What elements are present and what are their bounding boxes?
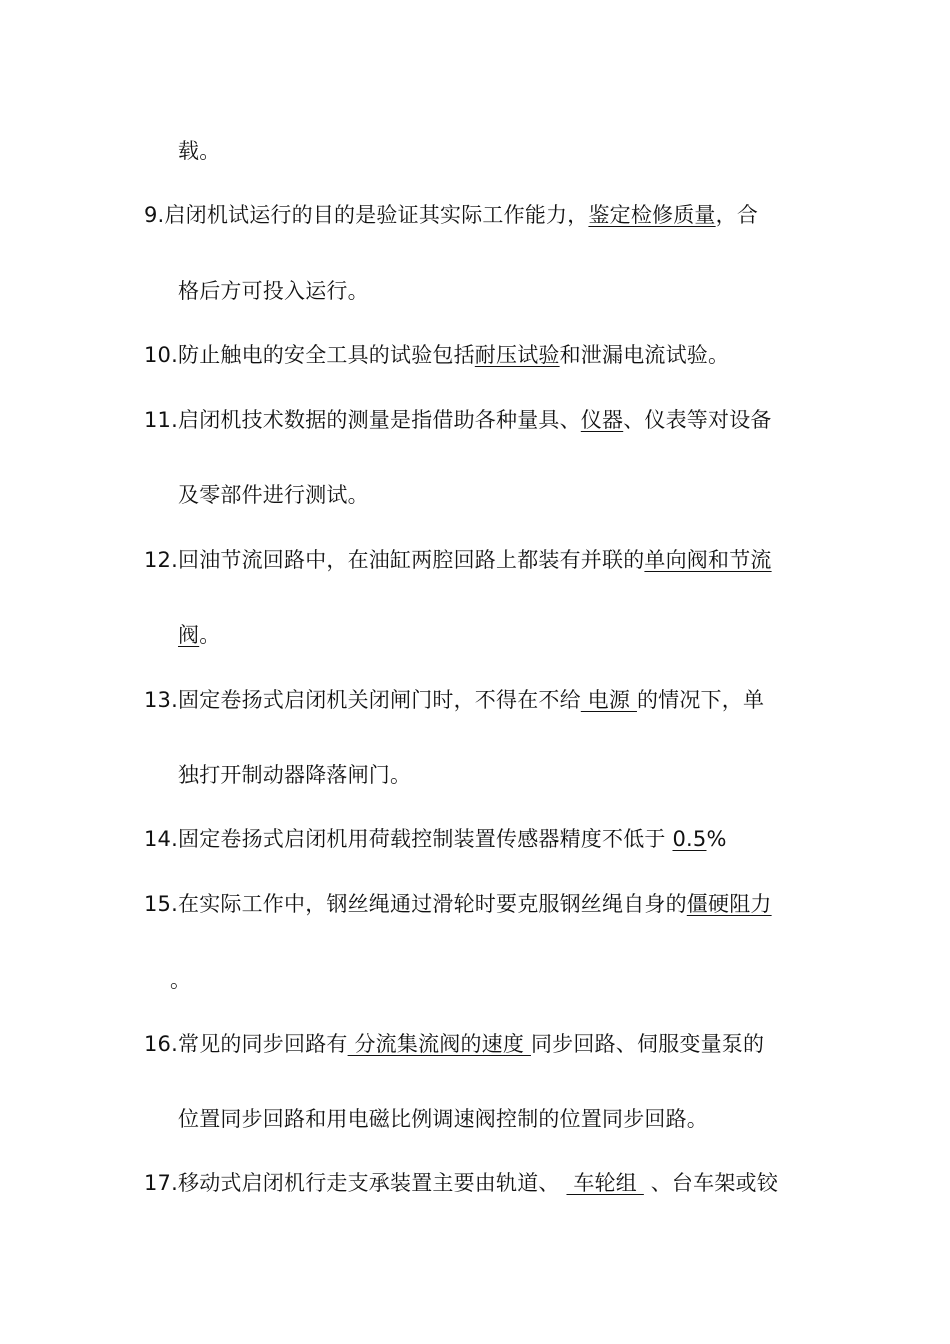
text-span: 载。 [178, 139, 221, 163]
question-14 [144, 825, 727, 853]
answer-underlined: 车轮组 [566, 1171, 644, 1195]
text-line [178, 137, 220, 165]
question-11 [144, 406, 772, 434]
answer-underlined: 仪器 [580, 408, 624, 432]
answer-underlined: 电源 [580, 688, 637, 712]
question-17 [144, 1169, 778, 1197]
text-line [178, 621, 220, 649]
text-span: 及零部件进行测试。 [178, 483, 369, 507]
text-span: 。 [170, 968, 192, 992]
text-span: 10.防止触电的安全工具的试验包括 [144, 343, 475, 367]
question-13 [144, 686, 764, 714]
question-10 [144, 341, 729, 369]
answer-underlined: 僵硬阻力 [686, 892, 772, 916]
answer-underlined: 单向阀和节流 [644, 548, 772, 572]
text-span: 12.回油节流回路中，在油缸两腔回路上都装有并联的 [144, 548, 645, 572]
answer-underlined: 阀 [178, 623, 200, 647]
text-span: 11.启闭机技术数据的测量是指借助各种量具、 [144, 408, 581, 432]
text-span: 位置同步回路和用电磁比例调速阀控制的位置同步回路。 [178, 1107, 708, 1131]
text-span: 同步回路、伺服变量泵的 [530, 1032, 765, 1056]
text-line [170, 966, 191, 994]
answer-underlined: 耐压试验 [474, 343, 560, 367]
answer-underlined: 0.5 [672, 827, 707, 851]
text-span: 独打开制动器降落闸门。 [178, 763, 412, 787]
text-span: 13.固定卷扬式启闭机关闭闸门时，不得在不给 [144, 688, 581, 712]
text-line [178, 1105, 708, 1133]
question-9 [144, 201, 758, 229]
text-span: ，合 [715, 203, 759, 227]
text-span: 17.移动式启闭机行走支承装置主要由轨道、 [144, 1171, 567, 1195]
text-span: 9.启闭机试运行的目的是验证其实际工作能力， [144, 203, 589, 227]
text-span: 。 [199, 623, 221, 647]
question-12 [144, 546, 772, 574]
text-line [178, 761, 411, 789]
text-span: 、仪表等对设备 [623, 408, 772, 432]
text-span: 16.常见的同步回路有 [144, 1032, 348, 1056]
question-16 [144, 1030, 764, 1058]
text-span: 、台车架或铰 [643, 1171, 778, 1195]
text-span: 14.固定卷扬式启闭机用荷载控制装置传感器精度不低于 [144, 827, 673, 851]
text-line [178, 481, 369, 509]
answer-underlined: 分流集流阀的速度 [347, 1032, 531, 1056]
text-span: % [706, 827, 727, 851]
text-line [178, 277, 369, 305]
text-span: 15.在实际工作中，钢丝绳通过滑轮时要克服钢丝绳自身的 [144, 892, 687, 916]
text-span: 格后方可投入运行。 [178, 279, 369, 303]
text-span: 和泄漏电流试验。 [559, 343, 730, 367]
answer-underlined: 鉴定检修质量 [588, 203, 716, 227]
question-15 [144, 890, 772, 918]
text-span: 的情况下，单 [636, 688, 765, 712]
